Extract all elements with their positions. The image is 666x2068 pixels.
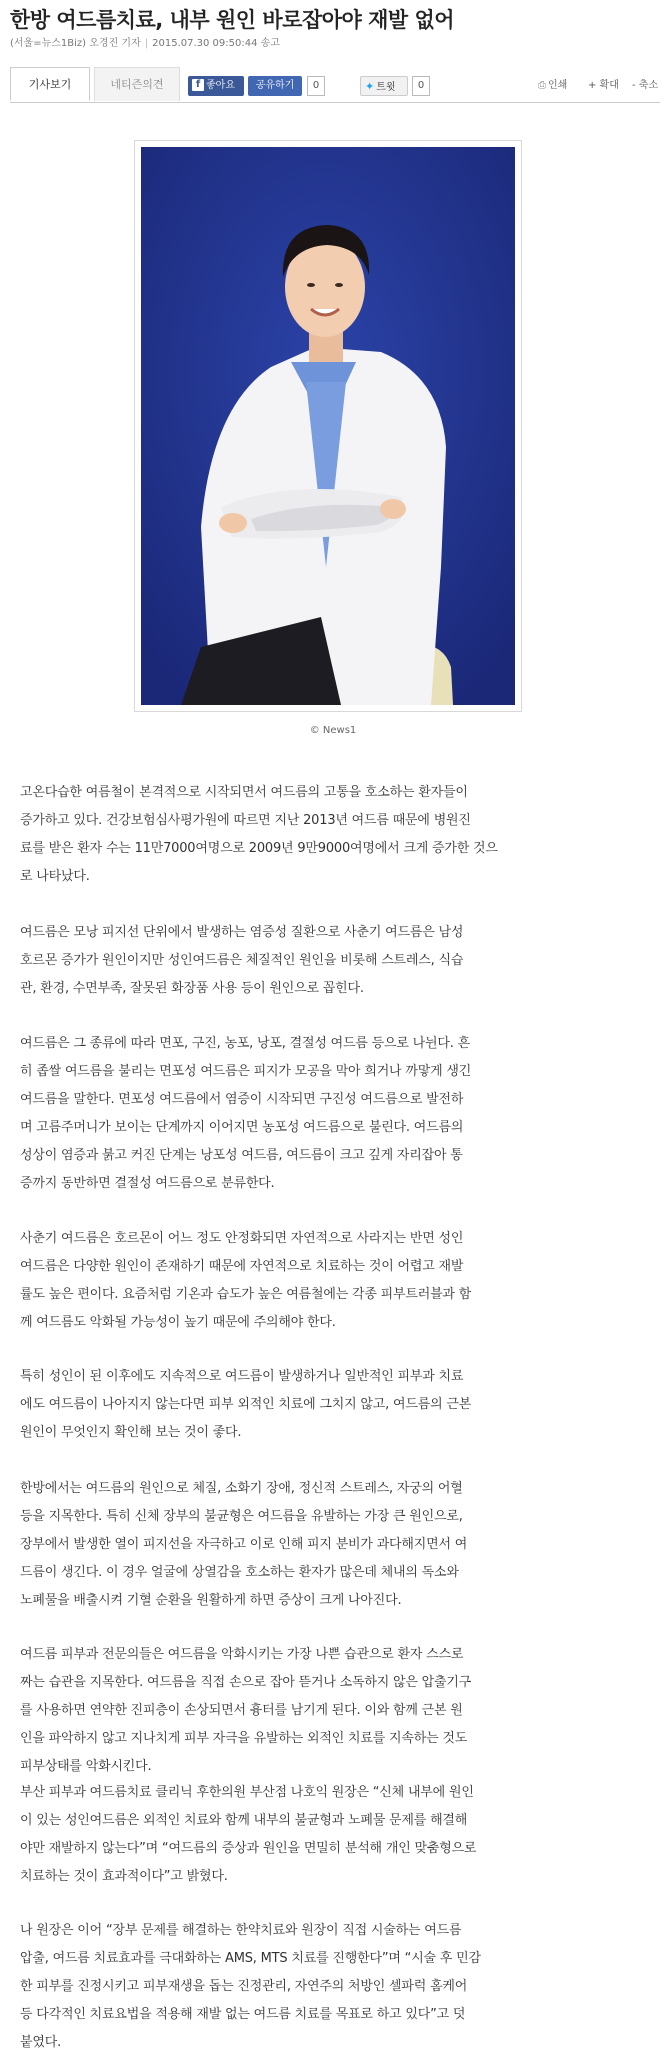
tab-article[interactable]: 기사보기 [10,67,90,101]
paragraph-line: 여드름은 그 종류에 따라 면포, 구진, 농포, 낭포, 결절성 여드름 등으로 나뉜다. 흔 [20,1036,470,1051]
article-photo-frame [134,140,522,712]
article-paragraph [20,1917,640,2057]
paragraph-line: 며 고름주머니가 보이는 단계까지 이어지면 농포성 여드름으로 불린다. 여드름의 [20,1120,464,1135]
facebook-like-button[interactable] [188,76,244,96]
paragraph-line: 성상이 염증과 붉고 커진 단계는 낭포성 여드름, 여드름이 크고 깊게 자리잡아 통 [20,1148,463,1163]
print-icon: ⎙ [538,80,546,91]
tweet-label: 트윗 [376,82,396,93]
paragraph-line: 관, 환경, 수면부족, 잘못된 화장품 사용 등이 원인으로 꼽힌다. [20,981,364,996]
zoom-out-button[interactable]: - 축소 [632,80,659,91]
paragraph-line: 치료하는 것이 효과적이다”고 밝혔다. [20,1869,228,1884]
article-paragraph [20,1475,640,1615]
paragraph-line: 등 다각적인 치료요법을 적용해 재발 없는 여드름 치료를 목표로 하고 있다”고 덧 [20,2007,466,2022]
paragraph-line: 호르몬 증가가 원인이지만 성인여드름은 체질적인 원인을 비롯해 스트레스, 식습 [20,953,464,968]
tweet-button[interactable] [360,76,408,96]
paragraph-line: 한방에서는 여드름의 원인으로 체질, 소화기 장애, 정신적 스트레스, 자궁의 어혈 [20,1481,463,1496]
facebook-share-button[interactable]: 공유하기 [248,76,302,96]
zoom-in-button[interactable]: + 확대 [588,80,619,91]
print-label: 인쇄 [548,80,568,91]
paragraph-line: 여드름 피부과 전문의들은 여드름을 악화시키는 가장 나쁜 습관으로 환자 스스로 [20,1647,464,1662]
paragraph-line: 고온다습한 여름철이 본격적으로 시작되면서 여드름의 고통을 호소하는 환자들이 [20,785,468,800]
print-button[interactable] [538,76,567,96]
paragraph-line: 로 나타났다. [20,869,90,884]
paragraph-line: 이 있는 성인여드름은 외적인 치료와 함께 내부의 불균형과 노폐물 문제를 해결해 [20,1813,468,1828]
facebook-count: 0 [307,76,325,96]
paragraph-line: 히 좁쌀 여드름을 불리는 면포성 여드름은 피지가 모공을 막아 희거나 까맣게 생긴 [20,1064,472,1079]
paragraph-line: 드름이 생긴다. 이 경우 얼굴에 상열감을 호소하는 환자가 많은데 체내의 독소와 [20,1565,459,1580]
paragraph-line: 께 여드름도 악화될 가능성이 높기 때문에 주의해야 한다. [20,1315,336,1330]
paragraph-line: 를 사용하면 연약한 진피층이 손상되면서 흉터를 남기게 된다. 이와 함께 근본 원 [20,1703,463,1718]
source: (서울=뉴스1Biz) [10,38,87,49]
paragraph-line: 여드름은 다양한 원인이 존재하기 때문에 자연적으로 치료하는 것이 어렵고 재발 [20,1259,464,1274]
paragraph-line: 짜는 습관을 지목한다. 여드름을 직접 손으로 잡아 뜯거나 소독하지 않은 압출기구 [20,1675,472,1690]
facebook-like-label: 좋아요 [206,80,235,91]
tweet-count: 0 [412,76,430,96]
article-title: 한방 여드름치료, 내부 원인 바로잡아야 재발 없어 [10,8,455,32]
article-paragraph [20,1779,640,1891]
paragraph-line: 나 원장은 이어 “장부 문제를 해결하는 한약치료와 원장이 직접 시술하는 여드름 [20,1923,462,1938]
byline: (서울=뉴스1Biz) 오경진 기자 | 2015.07.30 09:50:44 송고 [10,38,280,49]
paragraph-line: 여드름은 모낭 피지선 단위에서 발생하는 염증성 질환으로 사춘기 여드름은 남성 [20,925,464,940]
paragraph-line: 한 피부를 진정시키고 피부재생을 돕는 진정관리, 자연주의 처방인 셀파럭 홈케어 [20,1979,468,1994]
paragraph-line: 사춘기 여드름은 호르몬이 어느 정도 안정화되면 자연적으로 사라지는 반면 성인 [20,1231,464,1246]
article-photo [141,147,515,705]
article-paragraph [20,919,640,1003]
datetime: 2015.07.30 09:50:44 송고 [152,38,280,49]
paragraph-line: 원인이 무엇인지 확인해 보는 것이 좋다. [20,1425,242,1440]
paragraph-line: 부산 피부과 여드름치료 클리닉 후한의원 부산점 나호익 원장은 “신체 내부에 원인 [20,1785,474,1800]
paragraph-line: 붙였다. [20,2035,62,2050]
tab-comments[interactable]: 네티즌의견 [94,67,180,101]
article-paragraph [20,779,640,891]
paragraph-line: 률도 높은 편이다. 요즘처럼 기온과 습도가 높은 여름철에는 각종 피부트러블과 함 [20,1287,472,1302]
paragraph-line: 장부에서 발생한 열이 피지선을 자극하고 이로 인해 피지 분비가 과다해지면서 여 [20,1537,468,1552]
paragraph-line: 여드름을 말한다. 면포성 여드름에서 염증이 시작되면 구진성 여드름으로 발전하 [20,1092,464,1107]
photo-caption: © News1 [309,725,357,736]
paragraph-line: 야만 재발하지 않는다”며 “여드름의 증상과 원인을 면밀히 분석해 개인 맞춤형으로 [20,1841,477,1856]
article-paragraph [20,1363,640,1447]
paragraph-line: 증가하고 있다. 건강보험심사평가원에 따르면 지난 2013년 여드름 때문에 병원진 [20,813,471,828]
article-paragraph [20,1030,640,1198]
facebook-icon: f [192,79,204,91]
paragraph-line: 에도 여드름이 나아지지 않는다면 피부 외적인 치료에 그치지 않고, 여드름의 근본 [20,1397,472,1412]
paragraph-line: 노폐물을 배출시켜 기혈 순환을 원활하게 하면 증상이 크게 나아진다. [20,1593,402,1608]
paragraph-line: 증까지 동반하면 결절성 여드름으로 분류한다. [20,1176,275,1191]
twitter-icon: ✦ [365,80,375,93]
article-paragraph [20,1225,640,1337]
paragraph-line: 등을 지목한다. 특히 신체 장부의 불균형은 여드름을 유발하는 가장 큰 원인으로, [20,1509,463,1524]
reporter: 오경진 기자 [89,38,141,49]
paragraph-line: 피부상태를 악화시킨다. [20,1759,152,1774]
paragraph-line: 특히 성인이 된 이후에도 지속적으로 여드름이 발생하거나 일반적인 피부과 치료 [20,1369,464,1384]
paragraph-line: 압출, 여드름 치료효과를 극대화하는 AMS, MTS 치료를 진행한다”며 “시술 후 민감 [20,1951,481,1966]
article-toolbar [10,62,660,103]
paragraph-line: 인을 파악하지 않고 지나치게 피부 자극을 유발하는 외적인 치료를 지속하는 것도 [20,1731,468,1746]
paragraph-line: 료를 받은 환자 수는 11만7000여명으로 2009년 9만9000여명에서 크게 증가한 것으 [20,841,498,856]
article-paragraph [20,1641,640,1781]
